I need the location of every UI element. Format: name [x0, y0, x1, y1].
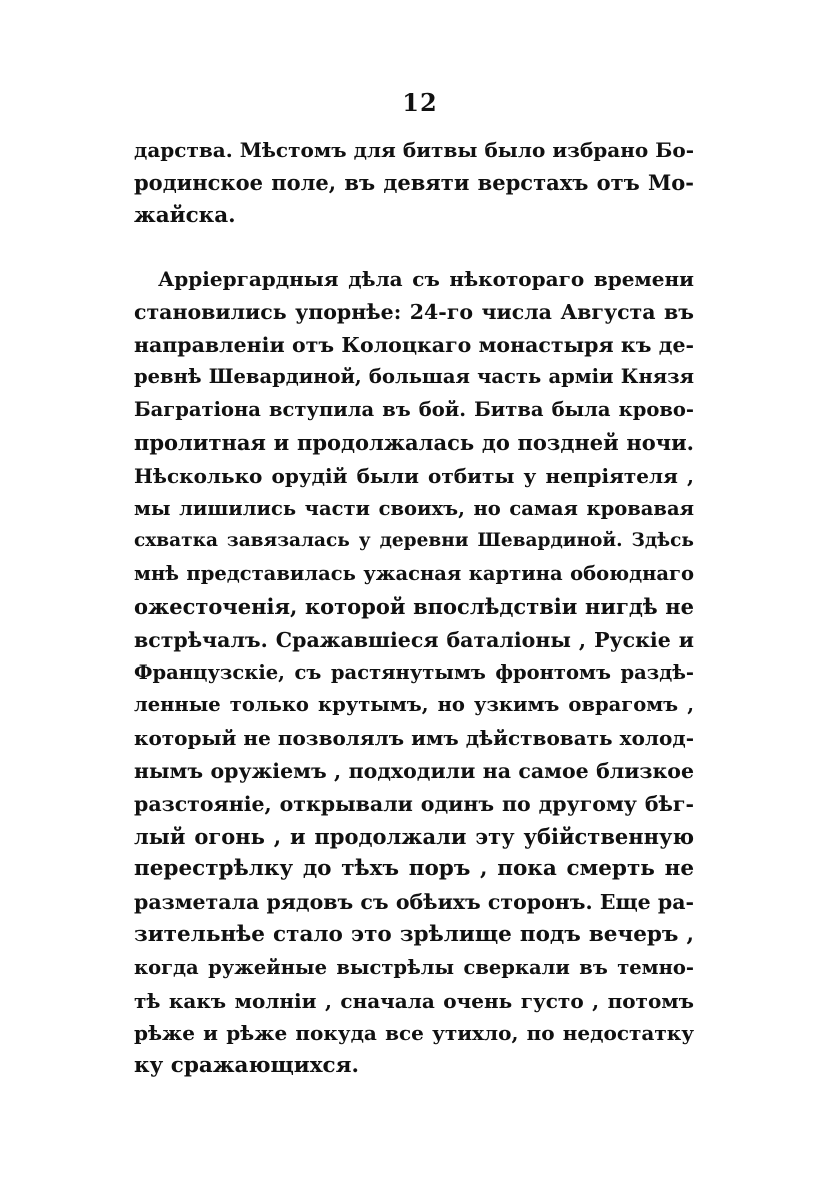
text-line: рѣже и рѣже покуда все утихло, по недостатку: [134, 1021, 694, 1046]
text-line: когда ружейные выстрѣлы сверкали въ темно-: [134, 955, 694, 979]
text-line: который не позволялъ имъ дѣйствовать холод-: [134, 726, 694, 751]
text-line: разстояніе, открывали одинъ по другому бѣг-: [134, 791, 694, 816]
text-line: родинское поле, въ девяти верстахъ отъ Мо-: [134, 169, 694, 195]
text-line: Арріергардныя дѣла съ нѣкотораго времени: [158, 267, 694, 291]
text-line: перестрѣлку до тѣхъ поръ , пока смерть не: [134, 856, 694, 882]
text-line: встрѣчалъ. Сражавшіеся баталіоны , Руcкіе и: [134, 627, 694, 652]
paragraph-1: [134, 134, 694, 232]
text-line: пролитная и продолжалась до поздней ночи.: [134, 429, 694, 455]
text-line: лый огонь , и продолжали эту убійственную: [134, 823, 694, 849]
text-line: зительнѣе стало это зрѣлище подъ вечеръ ,: [134, 921, 694, 947]
text-line: нымъ оружіемъ , подходили на самое близкое: [134, 758, 694, 783]
text-line: ленные только крутымъ, но узкимъ оврагомъ ,: [134, 693, 694, 717]
text-line: Багратіона вступила въ бой. Битва была крово-: [134, 398, 694, 422]
text-line: ожесточенія, которой впослѣдствіи нигдѣ не: [134, 593, 694, 619]
text-line: Нѣсколько орудій были отбиты у непріятеля ,: [134, 463, 694, 488]
paragraph-2: [134, 263, 694, 1083]
text-line: дарства. Мѣстомъ для битвы было избрано Бо-: [134, 138, 694, 162]
text-line: становились упорнѣе: 24-го числа Августа въ: [134, 299, 694, 324]
text-line: ку сражающихся.: [134, 1053, 360, 1079]
text-line: тѣ какъ молніи , сначала очень густо , потомъ: [134, 988, 694, 1013]
text-line: схватка завязалась у деревни Шевардиной. Здѣсь: [134, 530, 694, 552]
text-line: Французскіе, съ растянутымъ фронтомъ раздѣ-: [134, 660, 694, 684]
text-line: разметала рядовъ съ обѣихъ сторонъ. Еще ра-: [134, 890, 694, 915]
text-line: мнѣ представилась ужасная картина обоюднаго: [134, 562, 694, 586]
text-line: жайска.: [134, 202, 236, 228]
text-line: направленіи отъ Колоцкаго монастыря къ де-: [134, 332, 694, 357]
text-line: ревнѣ Шевардиной, большая часть арміи Князя: [134, 365, 694, 389]
text-line: мы лишились части своихъ, но самая кровавая: [134, 496, 694, 520]
page-number: 12: [402, 88, 438, 117]
